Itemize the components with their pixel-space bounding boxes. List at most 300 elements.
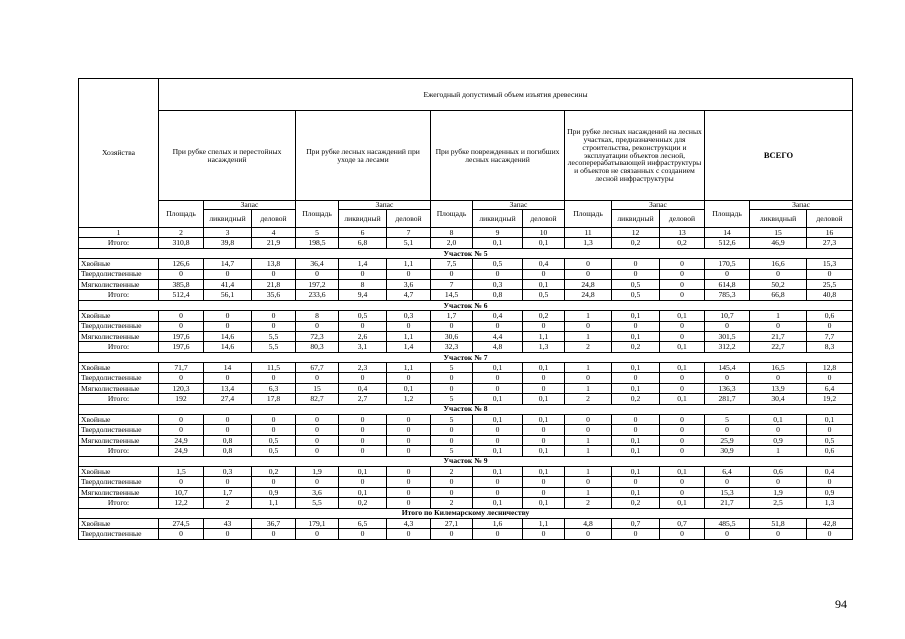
table-cell: 0	[204, 321, 252, 331]
table-row	[79, 342, 853, 352]
table-cell: 32,3	[431, 342, 473, 352]
table-cell: 2	[431, 498, 473, 508]
row-label: Мягколиственные	[79, 331, 159, 341]
table-cell: 0	[473, 373, 523, 383]
table-cell: 0	[612, 373, 660, 383]
table-cell: 25,9	[705, 435, 750, 445]
table-cell: 0,7	[612, 518, 660, 528]
row-label: Хвойные	[79, 415, 159, 425]
table-cell: 192	[159, 394, 204, 404]
table-cell: 1,9	[750, 487, 807, 497]
row-label: Итого:	[79, 498, 159, 508]
table-cell: 0	[612, 477, 660, 487]
table-cell: 0,1	[612, 435, 660, 445]
liquid-header: ликвидный	[204, 210, 252, 228]
area-header: Площадь	[705, 201, 750, 228]
table-cell: 120,3	[159, 383, 204, 393]
table-cell: 10,7	[705, 311, 750, 321]
row-label: Итого:	[79, 238, 159, 248]
table-cell: 485,5	[705, 518, 750, 528]
table-cell: 0	[612, 415, 660, 425]
table-cell: 0,2	[612, 238, 660, 248]
table-cell: 22,7	[750, 342, 807, 352]
table-cell: 0	[523, 425, 565, 435]
table-cell: 0	[660, 487, 705, 497]
table-cell: 27,1	[431, 518, 473, 528]
table-cell: 1	[565, 446, 612, 456]
table-cell: 9,4	[339, 290, 387, 300]
table-cell: 126,6	[159, 259, 204, 269]
table-cell: 0	[387, 425, 431, 435]
section-row	[79, 508, 853, 518]
table-cell: 5	[431, 363, 473, 373]
table-cell: 0	[660, 290, 705, 300]
table-cell: 30,4	[750, 394, 807, 404]
table-cell: 0	[431, 383, 473, 393]
table-cell: 2,0	[431, 238, 473, 248]
table-cell: 0,1	[339, 487, 387, 497]
table-cell: 0	[339, 373, 387, 383]
table-cell: 2,7	[339, 394, 387, 404]
table-cell: 512,6	[705, 238, 750, 248]
table-cell: 0	[807, 269, 853, 279]
table-cell: 0	[431, 321, 473, 331]
table-cell: 0	[252, 311, 296, 321]
table-cell: 4,8	[565, 518, 612, 528]
table-cell: 1	[750, 446, 807, 456]
section-title: Участок № 8	[79, 404, 853, 414]
table-cell: 0	[159, 321, 204, 331]
table-cell: 1,9	[296, 466, 339, 476]
table-row	[79, 363, 853, 373]
row-label: Хвойные	[79, 259, 159, 269]
table-cell: 0,3	[473, 279, 523, 289]
group-header-construction: При рубке лесных насаждений на лесных участках, предназначенных для строительства, реконструкции и эксплуатации объектов лесной, лесоперерабатывающей инфраструктуры и объектов не связанных с созданием лесной инфраструктуры	[565, 111, 705, 201]
table-cell: 0	[565, 373, 612, 383]
table-row	[79, 529, 853, 539]
column-number: 13	[660, 228, 705, 238]
table-cell: 0	[660, 321, 705, 331]
table-cell: 0,8	[473, 290, 523, 300]
section-title: Участок № 6	[79, 300, 853, 310]
table-cell: 312,2	[705, 342, 750, 352]
table-cell: 3,1	[339, 342, 387, 352]
table-cell: 1,2	[387, 394, 431, 404]
table-cell: 0,5	[252, 446, 296, 456]
stock-header: Запас	[204, 201, 296, 210]
table-cell: 1,1	[387, 259, 431, 269]
table-cell: 0,2	[339, 498, 387, 508]
table-cell: 0	[387, 498, 431, 508]
table-cell: 0,1	[473, 363, 523, 373]
table-cell: 0	[523, 321, 565, 331]
table-cell: 0,1	[523, 446, 565, 456]
table-cell: 4,8	[473, 342, 523, 352]
table-cell: 7,5	[431, 259, 473, 269]
table-cell: 1	[565, 383, 612, 393]
table-cell: 5,5	[252, 331, 296, 341]
table-cell: 0,1	[523, 363, 565, 373]
table-cell: 310,8	[159, 238, 204, 248]
table-cell: 274,5	[159, 518, 204, 528]
table-cell: 0	[296, 446, 339, 456]
table-cell: 0,1	[387, 383, 431, 393]
table-cell: 385,8	[159, 279, 204, 289]
section-row	[79, 300, 853, 310]
column-number: 8	[431, 228, 473, 238]
table-cell: 0,5	[612, 290, 660, 300]
column-number: 16	[807, 228, 853, 238]
table-cell: 0,1	[523, 394, 565, 404]
row-label: Твердолиственные	[79, 321, 159, 331]
row-label: Итого:	[79, 342, 159, 352]
table-cell: 0,9	[750, 435, 807, 445]
table-cell: 0	[565, 529, 612, 539]
section-title: Участок № 5	[79, 248, 853, 258]
table-cell: 14,6	[204, 331, 252, 341]
area-header: Площадь	[296, 201, 339, 228]
table-cell: 198,5	[296, 238, 339, 248]
table-cell: 0,1	[612, 311, 660, 321]
table-cell: 0	[750, 529, 807, 539]
table-cell: 0	[387, 435, 431, 445]
section-row	[79, 456, 853, 466]
table-cell: 0	[204, 477, 252, 487]
table-cell: 0	[431, 425, 473, 435]
table-cell: 30,6	[431, 331, 473, 341]
table-cell: 1,1	[523, 518, 565, 528]
table-cell: 1	[565, 331, 612, 341]
row-label: Хвойные	[79, 466, 159, 476]
table-row	[79, 466, 853, 476]
table-cell: 21,7	[750, 331, 807, 341]
table-cell: 1,1	[523, 331, 565, 341]
table-cell: 0,1	[473, 238, 523, 248]
table-cell: 0,2	[612, 342, 660, 352]
table-cell: 0	[473, 383, 523, 393]
table-cell: 0,1	[339, 466, 387, 476]
column-number: 4	[252, 228, 296, 238]
business-header: деловой	[387, 210, 431, 228]
table-cell: 0	[387, 529, 431, 539]
table-cell: 6,8	[339, 238, 387, 248]
table-cell: 0	[565, 321, 612, 331]
table-cell: 7,7	[807, 331, 853, 341]
area-header: Площадь	[159, 201, 204, 228]
table-cell: 0	[523, 477, 565, 487]
table-cell: 11,5	[252, 363, 296, 373]
table-cell: 0	[431, 373, 473, 383]
column-number: 15	[750, 228, 807, 238]
table-cell: 0,1	[612, 487, 660, 497]
row-label: Мягколиственные	[79, 279, 159, 289]
row-label: Хвойные	[79, 311, 159, 321]
table-cell: 0	[339, 321, 387, 331]
table-cell: 0	[159, 311, 204, 321]
row-label: Твердолиственные	[79, 529, 159, 539]
table-row	[79, 425, 853, 435]
table-cell: 170,5	[705, 259, 750, 269]
table-cell: 0,6	[807, 311, 853, 321]
page-number: 94	[835, 597, 847, 611]
table-cell: 0,5	[339, 311, 387, 321]
table-cell: 0,1	[660, 342, 705, 352]
table-cell: 1,1	[387, 331, 431, 341]
table-cell: 0,1	[660, 363, 705, 373]
table-row	[79, 435, 853, 445]
table-cell: 2,5	[750, 498, 807, 508]
table-cell: 40,8	[807, 290, 853, 300]
table-cell: 80,3	[296, 342, 339, 352]
table-cell: 0,1	[473, 415, 523, 425]
table-cell: 0	[473, 487, 523, 497]
table-cell: 0,3	[387, 311, 431, 321]
stock-header: Запас	[750, 201, 853, 210]
table-cell: 0,9	[252, 487, 296, 497]
column-number: 5	[296, 228, 339, 238]
table-cell: 0	[204, 529, 252, 539]
table-row	[79, 331, 853, 341]
table-cell: 0	[660, 415, 705, 425]
table-cell: 0,1	[473, 466, 523, 476]
table-cell: 0	[159, 425, 204, 435]
table-cell: 21,8	[252, 279, 296, 289]
table-cell: 5,1	[387, 238, 431, 248]
table-cell: 0,2	[252, 466, 296, 476]
table-cell: 6,5	[339, 518, 387, 528]
section-title: Участок № 9	[79, 456, 853, 466]
table-cell: 0	[296, 435, 339, 445]
table-cell: 0	[252, 321, 296, 331]
table-cell: 0,1	[612, 331, 660, 341]
table-cell: 0	[705, 425, 750, 435]
table-cell: 0	[807, 321, 853, 331]
table-cell: 5,5	[252, 342, 296, 352]
table-cell: 0	[252, 425, 296, 435]
column-number: 12	[612, 228, 660, 238]
row-label: Хвойные	[79, 518, 159, 528]
table-cell: 2	[565, 394, 612, 404]
section-title: Итого по Килемарскому лесничеству	[79, 508, 853, 518]
table-cell: 0	[750, 477, 807, 487]
table-cell: 0	[473, 529, 523, 539]
table-cell: 0,6	[750, 466, 807, 476]
table-cell: 0,5	[612, 279, 660, 289]
section-row	[79, 352, 853, 362]
table-cell: 0,1	[612, 383, 660, 393]
table-cell: 0	[252, 477, 296, 487]
table-cell: 39,8	[204, 238, 252, 248]
table-cell: 0	[473, 435, 523, 445]
table-cell: 0,2	[612, 394, 660, 404]
table-cell: 512,4	[159, 290, 204, 300]
table-cell: 0	[387, 373, 431, 383]
table-row	[79, 279, 853, 289]
table-cell: 0,5	[473, 259, 523, 269]
table-cell: 0,1	[612, 466, 660, 476]
table-cell: 14	[204, 363, 252, 373]
table-cell: 5	[431, 415, 473, 425]
table-main-title: Ежегодный допустимый объем изъятия древесины	[159, 79, 853, 111]
table-cell: 301,5	[705, 331, 750, 341]
table-cell: 0,1	[473, 446, 523, 456]
table-cell: 0	[387, 321, 431, 331]
table-cell: 0,1	[660, 311, 705, 321]
table-cell: 14,5	[431, 290, 473, 300]
table-cell: 0	[705, 529, 750, 539]
table-cell: 0	[612, 321, 660, 331]
table-cell: 66,8	[750, 290, 807, 300]
table-cell: 2,6	[339, 331, 387, 341]
liquid-header: ликвидный	[473, 210, 523, 228]
table-cell: 0	[523, 487, 565, 497]
row-label: Мягколиственные	[79, 383, 159, 393]
table-cell: 8	[339, 279, 387, 289]
table-cell: 0	[565, 415, 612, 425]
liquid-header: ликвидный	[750, 210, 807, 228]
table-cell: 0	[612, 269, 660, 279]
table-cell: 0,2	[660, 238, 705, 248]
table-cell: 12,2	[159, 498, 204, 508]
table-cell: 0	[750, 321, 807, 331]
table-cell: 13,8	[252, 259, 296, 269]
table-cell: 0	[660, 383, 705, 393]
table-cell: 0,1	[660, 498, 705, 508]
table-cell: 0	[565, 259, 612, 269]
table-cell: 2	[204, 498, 252, 508]
table-cell: 0,2	[612, 498, 660, 508]
column-number-row	[79, 228, 853, 238]
table-cell: 0,4	[339, 383, 387, 393]
table-cell: 0	[296, 321, 339, 331]
table-cell: 0	[252, 269, 296, 279]
table-cell: 13,9	[750, 383, 807, 393]
table-cell: 1,3	[523, 342, 565, 352]
table-cell: 67,7	[296, 363, 339, 373]
table-cell: 42,8	[807, 518, 853, 528]
table-cell: 19,2	[807, 394, 853, 404]
table-cell: 0,6	[807, 446, 853, 456]
row-label: Мягколиственные	[79, 435, 159, 445]
area-header: Площадь	[431, 201, 473, 228]
table-cell: 0	[612, 259, 660, 269]
table-cell: 27,4	[204, 394, 252, 404]
table-cell: 10,7	[159, 487, 204, 497]
table-cell: 0	[660, 279, 705, 289]
table-cell: 0	[473, 269, 523, 279]
table-cell: 14,6	[204, 342, 252, 352]
row-label: Хвойные	[79, 363, 159, 373]
table-cell: 0,1	[523, 238, 565, 248]
table-cell: 0	[387, 487, 431, 497]
table-cell: 0	[750, 425, 807, 435]
table-cell: 13,4	[204, 383, 252, 393]
table-cell: 43	[204, 518, 252, 528]
forest-harvest-table	[78, 78, 853, 540]
table-cell: 281,7	[705, 394, 750, 404]
table-cell: 56,1	[204, 290, 252, 300]
column-number: 10	[523, 228, 565, 238]
table-cell: 0	[204, 425, 252, 435]
column-number: 11	[565, 228, 612, 238]
table-cell: 1	[565, 487, 612, 497]
table-cell: 35,6	[252, 290, 296, 300]
table-cell: 1,4	[387, 342, 431, 352]
table-cell: 4,4	[473, 331, 523, 341]
table-cell: 136,3	[705, 383, 750, 393]
table-cell: 7	[431, 279, 473, 289]
table-cell: 4,3	[387, 518, 431, 528]
row-label: Итого:	[79, 394, 159, 404]
table-cell: 0	[565, 477, 612, 487]
section-row	[79, 248, 853, 258]
column-number: 1	[79, 228, 159, 238]
table-cell: 0,1	[660, 394, 705, 404]
table-row	[79, 498, 853, 508]
table-cell: 2	[565, 498, 612, 508]
table-cell: 0	[387, 477, 431, 487]
table-cell: 41,4	[204, 279, 252, 289]
column-number: 2	[159, 228, 204, 238]
table-cell: 0	[660, 435, 705, 445]
table-cell: 0	[387, 446, 431, 456]
table-cell: 0,1	[750, 415, 807, 425]
table-cell: 0	[807, 529, 853, 539]
table-cell: 0	[159, 415, 204, 425]
table-row	[79, 383, 853, 393]
table-cell: 16,5	[750, 363, 807, 373]
table-cell: 145,4	[705, 363, 750, 373]
business-header: деловой	[807, 210, 853, 228]
table-cell: 21,7	[705, 498, 750, 508]
table-cell: 0	[431, 269, 473, 279]
table-cell: 0,5	[252, 435, 296, 445]
table-cell: 1,6	[473, 518, 523, 528]
table-cell: 0	[387, 269, 431, 279]
table-cell: 0,3	[204, 466, 252, 476]
column-number: 7	[387, 228, 431, 238]
table-cell: 0,1	[523, 279, 565, 289]
table-row	[79, 269, 853, 279]
table-cell: 50,2	[750, 279, 807, 289]
table-cell: 0,1	[523, 415, 565, 425]
table-cell: 2	[565, 342, 612, 352]
table-cell: 0	[339, 415, 387, 425]
table-row	[79, 373, 853, 383]
table-cell: 2	[431, 466, 473, 476]
table-cell: 24,9	[159, 435, 204, 445]
business-header: деловой	[523, 210, 565, 228]
table-cell: 0	[339, 425, 387, 435]
stock-header: Запас	[339, 201, 431, 210]
table-cell: 1,4	[339, 259, 387, 269]
table-cell: 0	[204, 311, 252, 321]
table-cell: 0	[523, 435, 565, 445]
table-cell: 0	[660, 259, 705, 269]
table-cell: 0	[660, 331, 705, 341]
table-cell: 0,1	[807, 415, 853, 425]
table-cell: 1,3	[565, 238, 612, 248]
table-cell: 0	[296, 529, 339, 539]
section-row	[79, 404, 853, 414]
table-cell: 0	[612, 529, 660, 539]
table-cell: 4,7	[387, 290, 431, 300]
table-cell: 0,1	[473, 498, 523, 508]
table-cell: 0	[807, 477, 853, 487]
table-cell: 3,6	[296, 487, 339, 497]
table-row	[79, 446, 853, 456]
table-cell: 0	[660, 269, 705, 279]
